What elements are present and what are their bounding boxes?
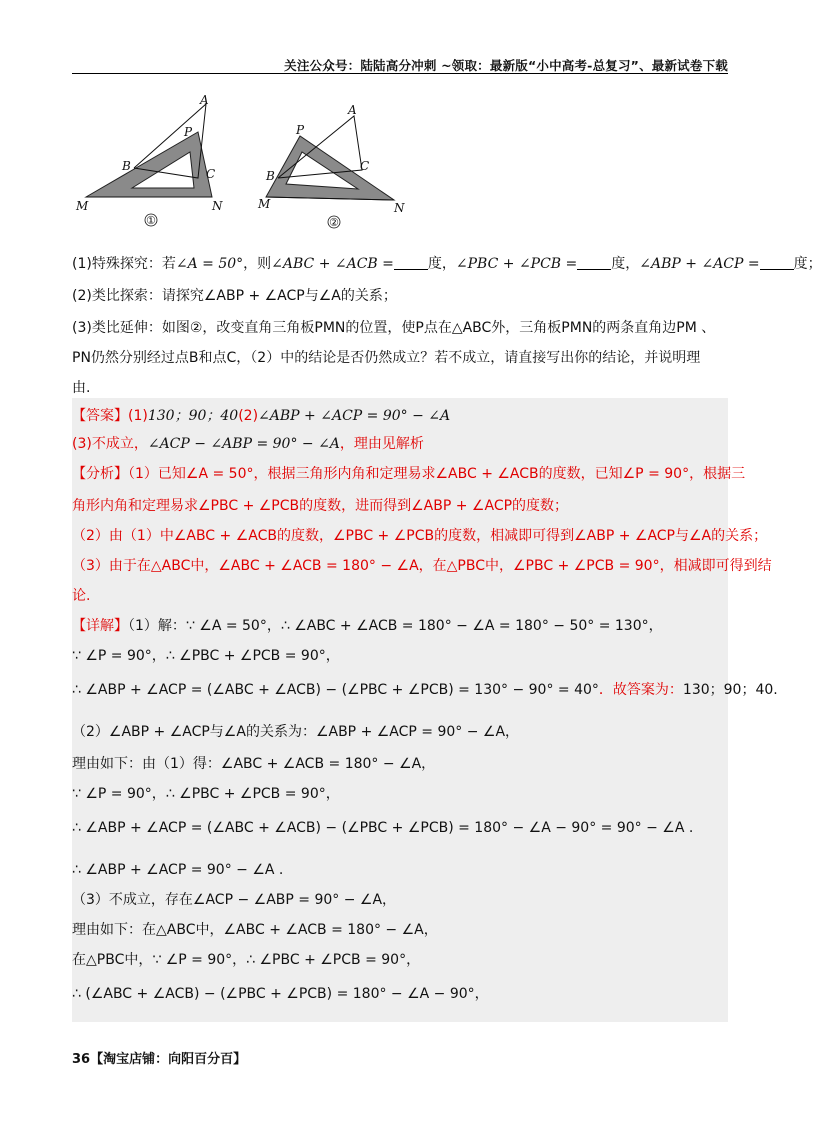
detail-line-7: ∴ ∠ABP + ∠ACP = (∠ABC + ∠ACB) − (∠PBC + ∠PCB) = 180° − ∠A − 90° = 90° − ∠A . <box>72 820 694 836</box>
detail-line-2: ∵ ∠P = 90°，∴ ∠PBC + ∠PCB = 90°， <box>72 648 340 664</box>
question-3-line-2: PN仍然分别经过点B和点C，（2）中的结论是否仍然成立？若不成立，请直接写出你的结论，并说明理 <box>72 350 701 366</box>
detail-line-1: 【详解】（1）解：∵ ∠A = 50°，∴ ∠ABC + ∠ACB = 180° − ∠A = 180° − 50° = 130°， <box>72 618 663 634</box>
svg-text:A: A <box>348 103 357 117</box>
svg-text:C: C <box>360 159 370 173</box>
triangle-diagram <box>72 92 432 242</box>
detail-line-11: 在△PBC中，∵ ∠P = 90°，∴ ∠PBC + ∠PCB = 90°， <box>72 952 421 968</box>
detail-line-3: ∴ ∠ABP + ∠ACP = (∠ABC + ∠ACB) − (∠PBC + ∠PCB) = 130° − 90° = 40°．故答案为：130；90；40. <box>72 682 778 698</box>
question-3-line-1: (3)类比延伸：如图②，改变直角三角板PMN的位置，使P点在△ABC外，三角板PMN的两条直角边PM 、 <box>72 320 716 336</box>
svg-text:M: M <box>76 199 89 213</box>
analysis-line-2: 角形内角和定理易求∠PBC + ∠PCB的度数，进而得到∠ABP + ∠ACP的度数； <box>72 498 569 514</box>
detail-line-12: ∴ (∠ABC + ∠ACB) − (∠PBC + ∠PCB) = 180° − ∠A − 90°， <box>72 986 489 1002</box>
analysis-line-1: 【分析】（1）已知∠A = 50°，根据三角形内角和定理易求∠ABC + ∠ACB的度数，已知∠P = 90°，根据三 <box>72 466 746 482</box>
question-3-line-3: 由. <box>72 380 91 396</box>
page-header: 关注公众号：陆陆高分冲刺 ~领取：最新版“小中高考-总复习”、最新试卷下载 <box>284 58 728 73</box>
svg-text:P: P <box>184 125 193 139</box>
svg-text:P: P <box>296 123 305 137</box>
answer-line-2: (3)不成立，∠ACP − ∠ABP = 90° − ∠A，理由见解析 <box>72 436 424 452</box>
page-footer: 36【淘宝店铺：向阳百分百】 <box>72 1052 247 1067</box>
answer-blank-3[interactable] <box>760 255 794 270</box>
answer-blank-2[interactable] <box>577 255 611 270</box>
svg-text:C: C <box>206 167 216 181</box>
svg-text:N: N <box>212 199 223 213</box>
header-divider <box>72 73 728 74</box>
analysis-line-3: （2）由（1）中∠ABC + ∠ACB的度数，∠PBC + ∠PCB的度数，相减即可得到∠ABP + ∠ACP与∠A的关系； <box>72 528 768 544</box>
answer-line-1: 【答案】(1)130；90；40(2)∠ABP + ∠ACP = 90° − ∠A <box>72 408 451 424</box>
triangle-board-1 <box>86 132 212 197</box>
figure-number-2: ② <box>329 216 339 229</box>
svg-text:N: N <box>394 201 405 215</box>
svg-text:B: B <box>266 169 275 183</box>
detail-line-6: ∵ ∠P = 90°，∴ ∠PBC + ∠PCB = 90°， <box>72 786 340 802</box>
analysis-line-5: 论. <box>72 588 91 604</box>
detail-line-4: （2）∠ABP + ∠ACP与∠A的关系为：∠ABP + ∠ACP = 90° − ∠A， <box>72 724 520 740</box>
detail-line-8: ∴ ∠ABP + ∠ACP = 90° − ∠A . <box>72 862 284 878</box>
detail-line-10: 理由如下：在△ABC中，∠ABC + ∠ACB = 180° − ∠A， <box>72 922 438 938</box>
question-1: (1)特殊探究：若∠A = 50°，则∠ABC + ∠ACB = 度，∠PBC + ∠PCB = 度，∠ABP + ∠ACP = 度； <box>72 256 822 272</box>
geometry-figure <box>72 92 432 242</box>
svg-text:B: B <box>122 159 131 173</box>
figure-number-1: ① <box>146 214 156 227</box>
detail-line-5: 理由如下：由（1）得：∠ABC + ∠ACB = 180° − ∠A， <box>72 756 436 772</box>
detail-line-9: （3）不成立，存在∠ACP − ∠ABP = 90° − ∠A， <box>72 892 397 908</box>
svg-text:M: M <box>258 197 271 211</box>
analysis-line-4: （3）由于在△ABC中，∠ABC + ∠ACB = 180° − ∠A，在△PBC中，∠PBC + ∠PCB = 90°，相减即可得到结 <box>72 558 772 574</box>
triangle-board-2 <box>266 136 394 200</box>
answer-blank-1[interactable] <box>394 255 428 270</box>
question-2: (2)类比探索：请探究∠ABP + ∠ACP与∠A的关系； <box>72 288 397 304</box>
svg-text:A: A <box>200 93 209 107</box>
